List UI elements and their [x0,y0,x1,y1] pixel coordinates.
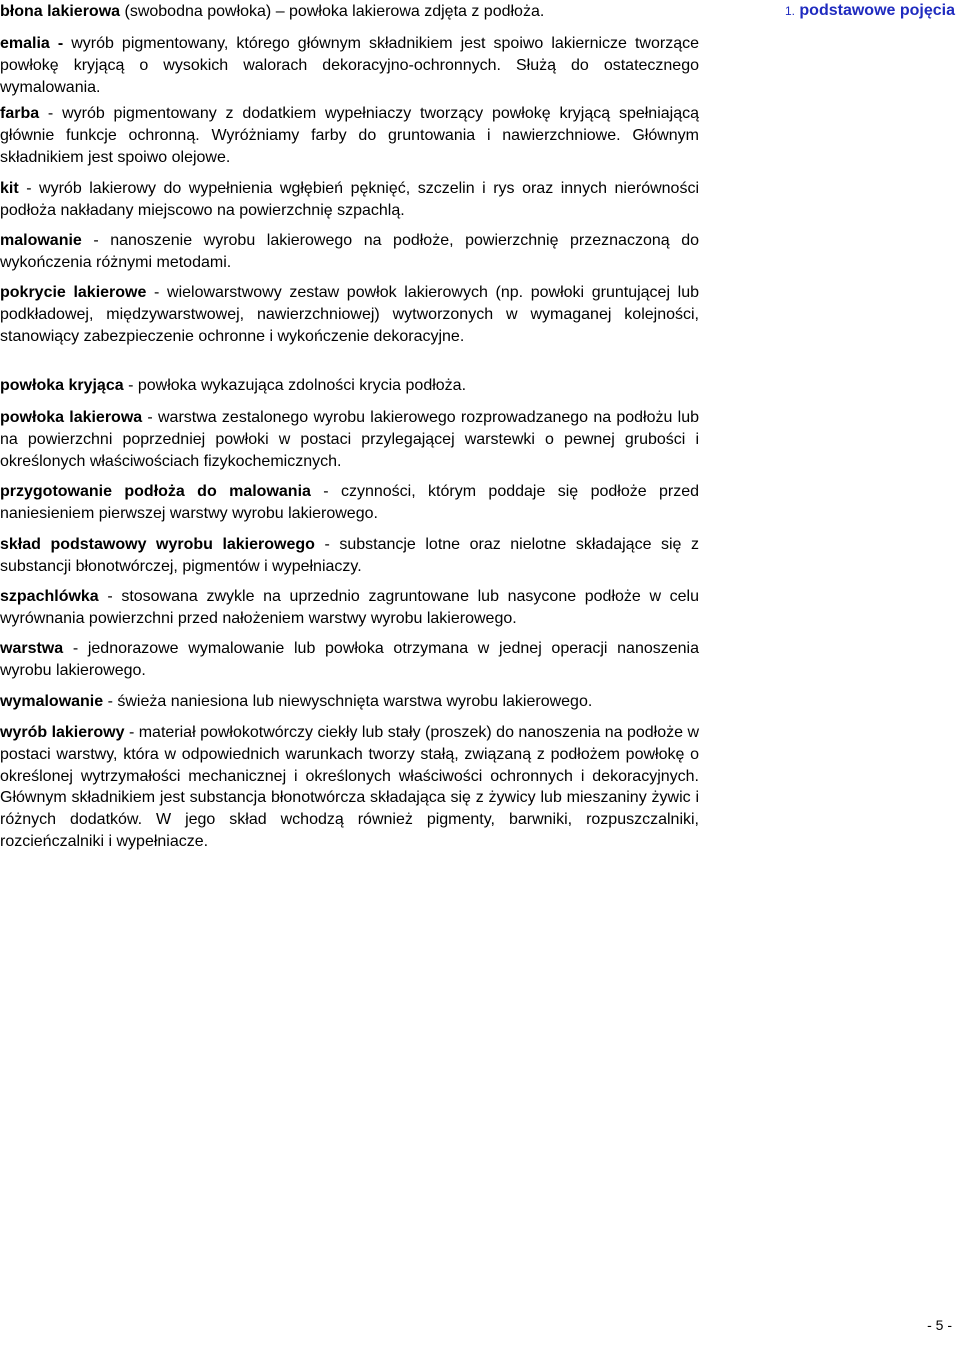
glossary-term: wymalowanie [0,693,104,710]
glossary-term: przygotowanie podłoża do malowania [0,483,311,500]
glossary-entry [0,230,699,274]
section-number: 1. [784,4,795,18]
glossary-definition: wyrób pigmentowany, którego głównym składnikiem jest spoiwo lakiernicze tworzące powłokę kryjącą o wysokich walorach dekoracyjno-ochronnych. Służą do ostatecznego wymalowania. [0,35,700,96]
glossary-entry [0,638,699,682]
glossary-definition: - wyrób lakierowy do wypełnienia wgłębień pęknięć, szczelin i rys oraz innych nierówności podłoża nakładany miejscowo na powierzchnię szpachlą. [0,180,699,219]
glossary-term: szpachlówka [0,588,99,605]
glossary-definition: - stosowana zwykle na uprzednio zagruntowane lub nasycone podłoże w celu wyrównania powierzchni przed nałożeniem warstwy wyrobu lakierowego. [0,588,699,627]
glossary-entry [0,103,699,168]
glossary-entry [0,1,699,23]
glossary-entry [0,691,699,713]
glossary-entry [0,534,699,578]
glossary-term: powłoka lakierowa [0,409,143,426]
glossary-definition: - świeża naniesiona lub niewyschnięta warstwa wyrobu lakierowego. [103,693,593,710]
glossary-term: powłoka kryjąca [0,377,124,394]
glossary-entry [0,407,699,472]
glossary-entry [0,586,699,630]
glossary-entry [0,282,699,347]
glossary-term: kit [0,180,19,197]
glossary-definition: - substancje lotne oraz nielotne składające się z substancji błonotwórczej, pigmentów i wypełniaczy. [0,536,699,575]
glossary-definition: - czynności, którym poddaje się podłoże przed naniesieniem pierwszej warstwy wyrobu lakierowego. [0,483,700,522]
page-number: - 5 - [927,1317,952,1333]
glossary-term: malowanie [0,232,82,249]
glossary-term: emalia - [0,35,64,52]
section-title: podstawowe pojęcia [799,2,955,19]
glossary-definition: - nanoszenie wyrobu lakierowego na podłoże, powierzchnię przeznaczoną do wykończenia różnymi metodami. [0,232,699,271]
glossary-term: skład podstawowy wyrobu lakierowego [0,536,315,553]
glossary-term: warstwa [0,640,64,657]
glossary-definition: - warstwa zestalonego wyrobu lakierowego rozprowadzanego na podłożu lub na powierzchni poprzedniej powłoki w postaci przylegającej warstewki o pewnej grubości i określonych właściwościach fizykochemicznych. [0,409,700,470]
glossary-entry [0,722,699,853]
section-header [785,1,955,21]
glossary-definition: (swobodna powłoka) – powłoka lakierowa zdjęta z podłoża. [120,3,545,20]
glossary-definition: - materiał powłokotwórczy ciekły lub stały (proszek) do nanoszenia na podłoże w postaci warstwy, która w odpowiednich warunkach tworzy stałą, związaną z podłożem powłokę o określonej wytrzymałości mechanicznej i określonych właściwości ochronnych i dekoracyjnych. Głównym składnikiem jest substancja błonotwórcza składająca się z żywicy lub mieszaniny żywic i różnych dodatków. W jego skład wchodzą również pigmenty, barwniki, rozpuszczalniki, rozcieńczalniki i wypełniacze. [0,724,699,850]
glossary-entry [0,375,699,397]
glossary-term: wyrób lakierowy [0,724,125,741]
glossary-definition: - powłoka wykazująca zdolności krycia podłoża. [123,377,467,394]
glossary-definition: - jednorazowe wymalowanie lub powłoka otrzymana w jednej operacji nanoszenia wyrobu lakierowego. [0,640,699,679]
glossary-term: błona lakierowa [0,3,121,20]
glossary-entry [0,481,699,525]
glossary-definition: - wielowarstwowy zestaw powłok lakierowych (np. powłoki gruntującej lub podkładowej, międzywarstwowej, nawierzchniowej) wytworzonych w wymaganej kolejności, stanowiący zabezpieczenie ochronne i wykończenie dekoracyjne. [0,284,699,345]
glossary-entry [0,33,699,98]
glossary-definition: - wyrób pigmentowany z dodatkiem wypełniaczy tworzący powłokę kryjącą spełniającą głównie funkcje ochronną. Wyróżniamy farby do gruntowania i nawierzchniowe. Głównym składnikiem jest spoiwo olejowe. [0,105,699,166]
glossary-term: pokrycie lakierowe [0,284,147,301]
glossary-term: farba [0,105,40,122]
glossary-entry [0,178,699,222]
